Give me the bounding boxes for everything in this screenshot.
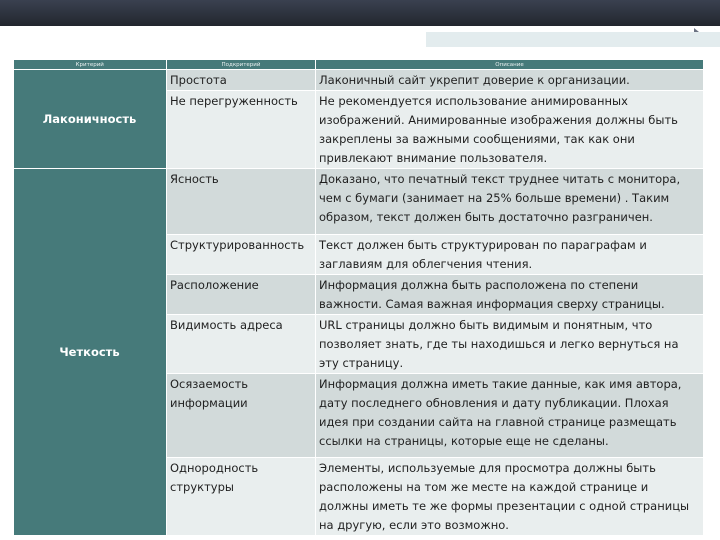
table-row [14,169,704,235]
table-header-row [14,60,704,70]
description-cell: URL страницы должно быть видимым и понятным, что позволяет знать, где ты находишься и легко вернуться на эту страницу. [316,315,704,374]
description-cell: Не рекомендуется использование анимированных изображений. Анимированные изображения должны быть закреплены за важными сообщениями, так как они привлекают внимание пользователя. [316,91,704,169]
description-cell: Элементы, используемые для просмотра должны быть расположены на том же месте на каждой странице и должны иметь те же формы презентации с одной страницы на другую, если это возможно. [316,458,704,536]
header-criterion: Критерий [14,60,167,70]
description-cell: Информация должна быть расположена по степени важности. Самая важная информация сверху страницы. [316,275,704,315]
title-bar [0,0,720,26]
header-subcriterion: Подкритерий [167,60,316,70]
subcriterion-cell: Простота [167,70,316,91]
subcriterion-cell: Однородность структуры [167,458,316,536]
subcriterion-cell: Расположение [167,275,316,315]
table-row [14,70,704,91]
criteria-table [13,60,704,536]
criterion-cell: Четкость [14,169,167,536]
description-cell: Лаконичный сайт укрепит доверие к организации. [316,70,704,91]
description-cell: Информация должна иметь такие данные, как имя автора, дату последнего обновления и дату публикации. Плохая идея при создании сайта на главной странице размещать ссылки на страницы, которые еще не сделаны. [316,374,704,458]
subcriterion-cell: Не перегруженность [167,91,316,169]
criterion-cell: Лаконичность [14,70,167,169]
accent-strip-right [426,32,720,47]
header-description: Описание [316,60,704,70]
subcriterion-cell: Ясность [167,169,316,235]
subcriterion-cell: Структурированность [167,235,316,275]
subcriterion-cell: Видимость адреса [167,315,316,374]
subcriterion-cell: Осязаемость информации [167,374,316,458]
description-cell: Доказано, что печатный текст труднее читать с монитора, чем с бумаги (занимает на 25% больше времени) . Таким образом, текст должен быть достаточно разграничен. [316,169,704,235]
accent-strip-left [0,32,426,47]
description-cell: Текст должен быть структурирован по параграфам и заглавиям для облегчения чтения. [316,235,704,275]
